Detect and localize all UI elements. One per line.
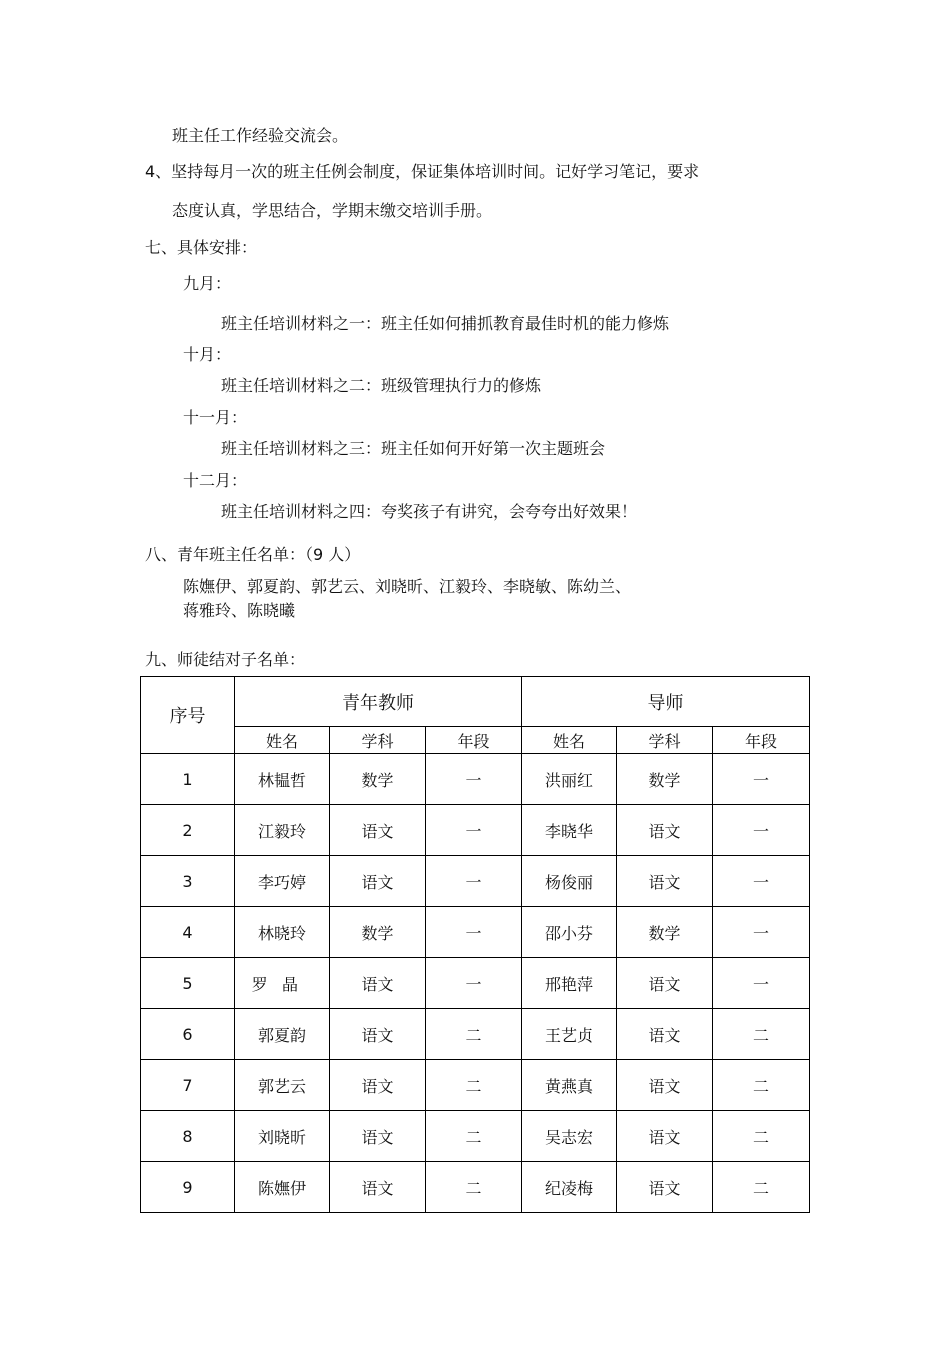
table-row xyxy=(141,1162,810,1213)
young-teacher-grade: 一 xyxy=(426,958,522,1009)
mentor-subject: 语文 xyxy=(617,805,713,856)
training-item: 班主任培训材料之一：班主任如何捕抓教育最佳时机的能力修炼 xyxy=(221,314,670,333)
mentor-grade: 二 xyxy=(713,1009,810,1060)
mentor-subject: 语文 xyxy=(617,1111,713,1162)
mentor-name: 邢艳萍 xyxy=(522,958,617,1009)
header-subject: 学科 xyxy=(617,727,713,754)
table-row xyxy=(141,1060,810,1111)
section-heading: 七、具体安排： xyxy=(145,238,258,257)
young-teacher-subject: 语文 xyxy=(330,1111,426,1162)
young-teacher-name: 郭夏韵 xyxy=(235,1009,330,1060)
table-row xyxy=(141,805,810,856)
mentor-name: 吴志宏 xyxy=(522,1111,617,1162)
training-item: 班主任培训材料之二：班级管理执行力的修炼 xyxy=(221,376,542,395)
young-teacher-name: 陈嫵伊 xyxy=(235,1162,330,1213)
header-subject: 学科 xyxy=(330,727,426,754)
mentor-name: 王艺贞 xyxy=(522,1009,617,1060)
row-index: 8 xyxy=(141,1111,235,1162)
young-teacher-name: 江毅玲 xyxy=(235,805,330,856)
text-line: 4、坚持每月一次的班主任例会制度，保证集体培训时间。记好学习笔记，要求 xyxy=(145,162,700,181)
mentor-subject: 数学 xyxy=(617,754,713,805)
training-item: 班主任培训材料之四：夸奖孩子有讲究，会夸夸出好效果！ xyxy=(221,502,638,521)
mentor-grade: 一 xyxy=(713,856,810,907)
mentor-grade: 二 xyxy=(713,1162,810,1213)
mentor-subject: 语文 xyxy=(617,1009,713,1060)
header-grade: 年段 xyxy=(426,727,522,754)
section-heading: 八、青年班主任名单：（9 人） xyxy=(145,545,361,564)
young-teacher-grade: 一 xyxy=(426,754,522,805)
young-teacher-subject: 语文 xyxy=(330,1060,426,1111)
mentor-name: 杨俊丽 xyxy=(522,856,617,907)
section-heading: 九、师徒结对子名单： xyxy=(145,650,306,669)
young-teacher-grade: 二 xyxy=(426,1111,522,1162)
mentor-subject: 数学 xyxy=(617,907,713,958)
row-index: 3 xyxy=(141,856,235,907)
young-teacher-grade: 二 xyxy=(426,1060,522,1111)
mentor-grade: 二 xyxy=(713,1060,810,1111)
row-index: 5 xyxy=(141,958,235,1009)
table-row xyxy=(141,856,810,907)
row-index: 2 xyxy=(141,805,235,856)
young-teacher-grade: 二 xyxy=(426,1009,522,1060)
mentor-subject: 语文 xyxy=(617,958,713,1009)
young-teacher-subject: 语文 xyxy=(330,1162,426,1213)
young-teacher-subject: 数学 xyxy=(330,754,426,805)
young-teacher-grade: 一 xyxy=(426,805,522,856)
table-row xyxy=(141,958,810,1009)
row-index: 1 xyxy=(141,754,235,805)
month-label: 十二月： xyxy=(183,471,248,490)
month-label: 九月： xyxy=(183,274,232,293)
mentor-name: 邵小芬 xyxy=(522,907,617,958)
young-teacher-name: 林韫哲 xyxy=(235,754,330,805)
month-label: 十月： xyxy=(183,345,232,364)
mentor-grade: 二 xyxy=(713,1111,810,1162)
header-grade: 年段 xyxy=(713,727,810,754)
text-line: 班主任工作经验交流会。 xyxy=(172,126,349,145)
young-teacher-name: 郭艺云 xyxy=(235,1060,330,1111)
young-teacher-subject: 数学 xyxy=(330,907,426,958)
mentor-grade: 一 xyxy=(713,754,810,805)
mentor-subject: 语文 xyxy=(617,1162,713,1213)
mentor-name: 李晓华 xyxy=(522,805,617,856)
header-name: 姓名 xyxy=(235,727,330,754)
mentor-grade: 一 xyxy=(713,958,810,1009)
month-label: 十一月： xyxy=(183,408,248,427)
mentor-subject: 语文 xyxy=(617,1060,713,1111)
young-teacher-name: 刘晓昕 xyxy=(235,1111,330,1162)
young-teacher-subject: 语文 xyxy=(330,805,426,856)
young-teacher-subject: 语文 xyxy=(330,856,426,907)
teacher-names: 蒋雅玲、陈晓曦 xyxy=(183,601,296,620)
teacher-names: 陈嫵伊、郭夏韵、郭艺云、刘晓昕、江毅玲、李晓敏、陈幼兰、 xyxy=(183,577,632,596)
young-teacher-grade: 二 xyxy=(426,1162,522,1213)
mentor-grade: 一 xyxy=(713,907,810,958)
young-teacher-name: 李巧婷 xyxy=(235,856,330,907)
mentor-grade: 一 xyxy=(713,805,810,856)
header-index: 序号 xyxy=(141,677,235,754)
header-name: 姓名 xyxy=(522,727,617,754)
young-teacher-name: 罗晶 xyxy=(235,958,330,1009)
mentor-name: 黄燕真 xyxy=(522,1060,617,1111)
mentor-subject: 语文 xyxy=(617,856,713,907)
training-item: 班主任培训材料之三：班主任如何开好第一次主题班会 xyxy=(221,439,606,458)
young-teacher-subject: 语文 xyxy=(330,1009,426,1060)
header-mentor: 导师 xyxy=(522,677,810,727)
row-index: 9 xyxy=(141,1162,235,1213)
mentor-pairing-table xyxy=(140,676,810,1213)
row-index: 6 xyxy=(141,1009,235,1060)
young-teacher-grade: 一 xyxy=(426,856,522,907)
table-row xyxy=(141,907,810,958)
header-young-teacher: 青年教师 xyxy=(235,677,522,727)
table-row xyxy=(141,1009,810,1060)
mentor-name: 纪凌梅 xyxy=(522,1162,617,1213)
table-row xyxy=(141,1111,810,1162)
row-index: 7 xyxy=(141,1060,235,1111)
young-teacher-name: 林晓玲 xyxy=(235,907,330,958)
young-teacher-grade: 一 xyxy=(426,907,522,958)
mentor-name: 洪丽红 xyxy=(522,754,617,805)
young-teacher-subject: 语文 xyxy=(330,958,426,1009)
text-line: 态度认真，学思结合，学期末缴交培训手册。 xyxy=(172,201,493,220)
table-row xyxy=(141,754,810,805)
row-index: 4 xyxy=(141,907,235,958)
